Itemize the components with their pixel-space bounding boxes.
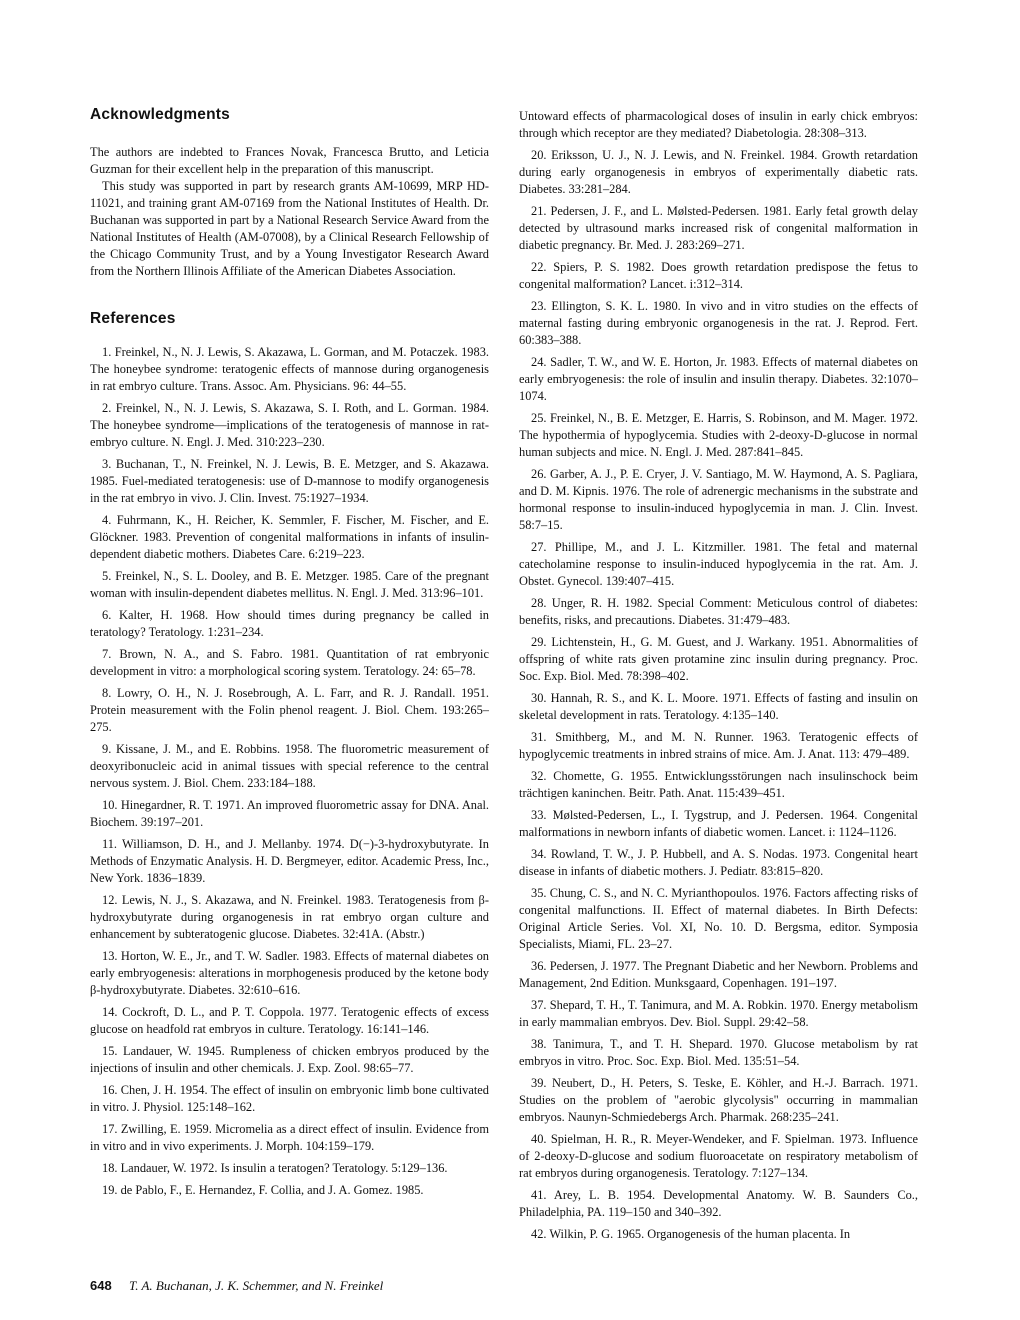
reference-item: 22. Spiers, P. S. 1982. Does growth retardation predispose the fetus to congenital malformation? Lancet. i:312–314. (519, 260, 918, 291)
reference-item: 3. Buchanan, T., N. Freinkel, N. J. Lewis, B. E. Metzger, and S. Akazawa. 1985. Fuel-mediated teratogenesis: use of D-mannose to modify organogenesis in the rat embryo in vivo. J. Clin. Invest. 75:1927–1934. (90, 457, 489, 505)
reference-list-right (519, 147, 918, 1243)
reference-item: 20. Eriksson, U. J., N. J. Lewis, and N. Freinkel. 1984. Growth retardation during early organogenesis in embryos of experimentally diabetic rats. Diabetes. 33:281–284. (519, 148, 918, 196)
reference-item: 36. Pedersen, J. 1977. The Pregnant Diabetic and her Newborn. Problems and Management, 2nd Edition. Munksgaard, Copenhagen. 191–197. (519, 959, 918, 990)
right-column (519, 108, 918, 1248)
reference-item: 16. Chen, J. H. 1954. The effect of insulin on embryonic limb bone cultivated in vitro. J. Physiol. 125:148–162. (90, 1083, 489, 1114)
reference-item: 19. de Pablo, F., E. Hernandez, F. Collia, and J. A. Gomez. 1985. (102, 1183, 424, 1197)
reference-item: 4. Fuhrmann, K., H. Reicher, K. Semmler, F. Fischer, M. Fischer, and E. Glöckner. 1983. Prevention of congenital malformations in infants of insulin-dependent diabetic mothers. Diabetes Care. 6:219–223. (90, 513, 489, 561)
reference-item: 1. Freinkel, N., N. J. Lewis, S. Akazawa, L. Gorman, and M. Potaczek. 1983. The honeybee syndrome: teratogenic effects of mannose during organogenesis in rat embryo culture. Trans. Assoc. Am. Physicians. 96: 44–55. (90, 345, 489, 393)
reference-item: 5. Freinkel, N., S. L. Dooley, and B. E. Metzger. 1985. Care of the pregnant woman with insulin-dependent diabetes mellitus. N. Engl. J. Med. 313:96–101. (90, 569, 489, 600)
reference-item: 7. Brown, N. A., and S. Fabro. 1981. Quantitation of rat embryonic development in vitro: a morphological scoring system. Teratology. 24: 65–78. (90, 647, 489, 678)
reference-item: 41. Arey, L. B. 1954. Developmental Anatomy. W. B. Saunders Co., Philadelphia, PA. 119–150 and 340–392. (519, 1188, 918, 1219)
reference-item: 39. Neubert, D., H. Peters, S. Teske, E. Köhler, and H.-J. Barrach. 1971. Studies on the problem of "aerobic glycolysis" occurring in mammalian embryos. Naunyn-Schmiedebergs Arch. Pharmak. 268:235–241. (519, 1076, 918, 1124)
reference-item: 26. Garber, A. J., P. E. Cryer, J. V. Santiago, M. W. Haymond, A. S. Pagliara, and D. M. Kipnis. 1976. The role of adrenergic mechanisms in the substrate and hormonal response to insulin-induced hypoglycemia in man. J. Clin. Invest. 58:7–15. (519, 467, 918, 532)
reference-item: 27. Phillipe, M., and J. L. Kitzmiller. 1981. The fetal and maternal catecholamine response to insulin-induced hypoglycemia in the rat. Am. J. Obstet. Gynecol. 139:407–415. (519, 540, 918, 588)
reference-item: 18. Landauer, W. 1972. Is insulin a teratogen? Teratology. 5:129–136. (102, 1161, 448, 1175)
reference-item: 11. Williamson, D. H., and J. Mellanby. 1974. D(−)-3-hydroxybutyrate. In Methods of Enzymatic Analysis. H. D. Bergmeyer, editor. Academic Press, Inc., New York. 1836–1839. (90, 837, 489, 885)
reference-item: 2. Freinkel, N., N. J. Lewis, S. Akazawa, S. I. Roth, and L. Gorman. 1984. The honeybee syndrome—implications of the teratogenesis of mannose in rat-embryo culture. N. Engl. J. Med. 310:223–230. (90, 401, 489, 449)
reference-item: 9. Kissane, J. M., and E. Robbins. 1958. The fluorometric measurement of deoxyribonucleic acid in animal tissues with special reference to the central nervous system. J. Biol. Chem. 233:184–188. (90, 742, 489, 790)
reference-item: 24. Sadler, T. W., and W. E. Horton, Jr. 1983. Effects of maternal diabetes on early embryogenesis: the role of insulin and insulin therapy. Diabetes. 32:1070–1074. (519, 355, 918, 403)
reference-item: 15. Landauer, W. 1945. Rumpleness of chicken embryos produced by the injections of insulin and other chemicals. J. Exp. Zool. 98:65–77. (90, 1044, 489, 1075)
reference-item: 37. Shepard, T. H., T. Tanimura, and M. A. Robkin. 1970. Energy metabolism in early mammalian embryos. Dev. Biol. Suppl. 29:42–58. (519, 998, 918, 1029)
reference-item: 40. Spielman, H. R., R. Meyer-Wendeker, and F. Spielman. 1973. Influence of 2-deoxy-D-glucose and sodium fluoroacetate on respiratory metabolism of rat embryos during organogenesis. Teratology. 7:127–134. (519, 1132, 918, 1180)
page-number: 648 (90, 1278, 112, 1293)
reference-item: 12. Lewis, N. J., S. Akazawa, and N. Freinkel. 1983. Teratogenesis from β-hydroxybutyrate during organogenesis in rat embryo organ culture and enhancement by subteratogenic glucose. Diabetes. 32:41A. (Abstr.) (90, 893, 489, 941)
reference-item: 6. Kalter, H. 1968. How should times during pregnancy be called in teratology? Teratology. 1:231–234. (90, 608, 489, 639)
references-heading: References (90, 310, 176, 327)
reference-item: 35. Chung, C. S., and N. C. Myrianthopoulos. 1976. Factors affecting risks of congenital malfunctions. II. Effect of maternal diabetes. In Birth Defects: Original Article Series. Vol. XI, No. 10. D. Bergsma, editor. Symposia Specialists, Miami, FL. 23–27. (519, 886, 918, 951)
reference-item: 33. Mølsted-Pedersen, L., I. Tygstrup, and J. Pedersen. 1964. Congenital malformations in newborn infants of diabetic women. Lancet. i: 1124–1126. (519, 808, 918, 839)
reference-item: 17. Zwilling, E. 1959. Micromelia as a direct effect of insulin. Evidence from in vitro and in vivo experiments. J. Morph. 104:159–179. (90, 1122, 489, 1153)
reference-item: 42. Wilkin, P. G. 1965. Organogenesis of the human placenta. In (531, 1227, 851, 1241)
acknowledgments-paragraph: The authors are indebted to Frances Novak, Francesca Brutto, and Leticia Guzman for their excellent help in the preparation of this manuscript. (90, 145, 489, 176)
running-authors: T. A. Buchanan, J. K. Schemmer, and N. Freinkel (128, 1278, 384, 1293)
acknowledgments-paragraph: This study was supported in part by research grants AM-10699, MRP HD-11021, and training grant AM-07169 from the National Institutes of Health. Dr. Buchanan was supported in part by a National Research Service Award from the National Institutes of Health (AM-07008), by a Clinical Research Fellowship of the Chicago Community Trust, and by a Young Investigator Research Award from the Northern Illinois Affiliate of the American Diabetes Association. (90, 179, 489, 278)
reference-item: 31. Smithberg, M., and M. N. Runner. 1963. Teratogenic effects of hypoglycemic treatments in inbred strains of mice. Am. J. Anat. 113: 479–489. (519, 730, 918, 761)
reference-item: 8. Lowry, O. H., N. J. Rosebrough, A. L. Farr, and R. J. Randall. 1951. Protein measurement with the Folin phenol reagent. J. Biol. Chem. 193:265–275. (90, 686, 489, 734)
reference-item: 32. Chomette, G. 1955. Entwicklungsstörungen nach insulinschock beim trächtigen kaninchen. Beitr. Path. Anat. 115:439–451. (519, 769, 918, 800)
reference-item: 23. Ellington, S. K. L. 1980. In vivo and in vitro studies on the effects of maternal fasting during embryonic organogenesis in the rat. J. Reprod. Fert. 60:383–388. (519, 299, 918, 347)
reference-item: 14. Cockroft, D. L., and P. T. Coppola. 1977. Teratogenic effects of excess glucose on headfold rat embryos in culture. Teratology. 16:141–146. (90, 1005, 489, 1036)
reference-item: 29. Lichtenstein, H., G. M. Guest, and J. Warkany. 1951. Abnormalities of offspring of white rats given protamine zinc insulin during pregnancy. Proc. Soc. Exp. Biol. Med. 78:398–402. (519, 635, 918, 683)
reference-list-left (90, 344, 489, 1199)
reference-item: 34. Rowland, T. W., J. P. Hubbell, and A. S. Nodas. 1973. Congenital heart disease in infants of diabetic mothers. J. Pediatr. 83:815–820. (519, 847, 918, 878)
acknowledgments-heading: Acknowledgments (90, 106, 230, 123)
reference-item: 10. Hinegardner, R. T. 1971. An improved fluorometric assay for DNA. Anal. Biochem. 39:197–201. (90, 798, 489, 829)
reference-item: 38. Tanimura, T., and T. H. Shepard. 1970. Glucose metabolism by rat embryos in vitro. Proc. Soc. Exp. Biol. Med. 135:51–54. (519, 1037, 918, 1068)
reference-item: 25. Freinkel, N., B. E. Metzger, E. Harris, S. Robinson, and M. Mager. 1972. The hypothermia of hypoglycemia. Studies with 2-deoxy-D-glucose in normal human subjects and mice. N. Engl. J. Med. 287:841–845. (519, 411, 918, 459)
left-column (90, 106, 489, 1204)
page-footer (90, 1278, 383, 1294)
reference-item: 28. Unger, R. H. 1982. Special Comment: Meticulous control of diabetes: benefits, risks, and precautions. Diabetes. 31:479–483. (519, 596, 918, 627)
reference-item: 21. Pedersen, J. F., and L. Mølsted-Pedersen. 1981. Early fetal growth delay detected by ultrasound marks increased risk of congenital malformation in diabetic pregnancy. Br. Med. J. 283:269–271. (519, 204, 918, 252)
reference-continuation: Untoward effects of pharmacological doses of insulin in early chick embryos: through which receptor are they mediated? Diabetologia. 28:308–313. (519, 109, 918, 140)
reference-item: 30. Hannah, R. S., and K. L. Moore. 1971. Effects of fasting and insulin on skeletal development in rats. Teratology. 4:135–140. (519, 691, 918, 722)
reference-item: 13. Horton, W. E., Jr., and T. W. Sadler. 1983. Effects of maternal diabetes on early embryogenesis: alterations in morphogenesis produced by the ketone body β-hydroxybutyrate. Diabetes. 32:610–616. (90, 949, 489, 997)
